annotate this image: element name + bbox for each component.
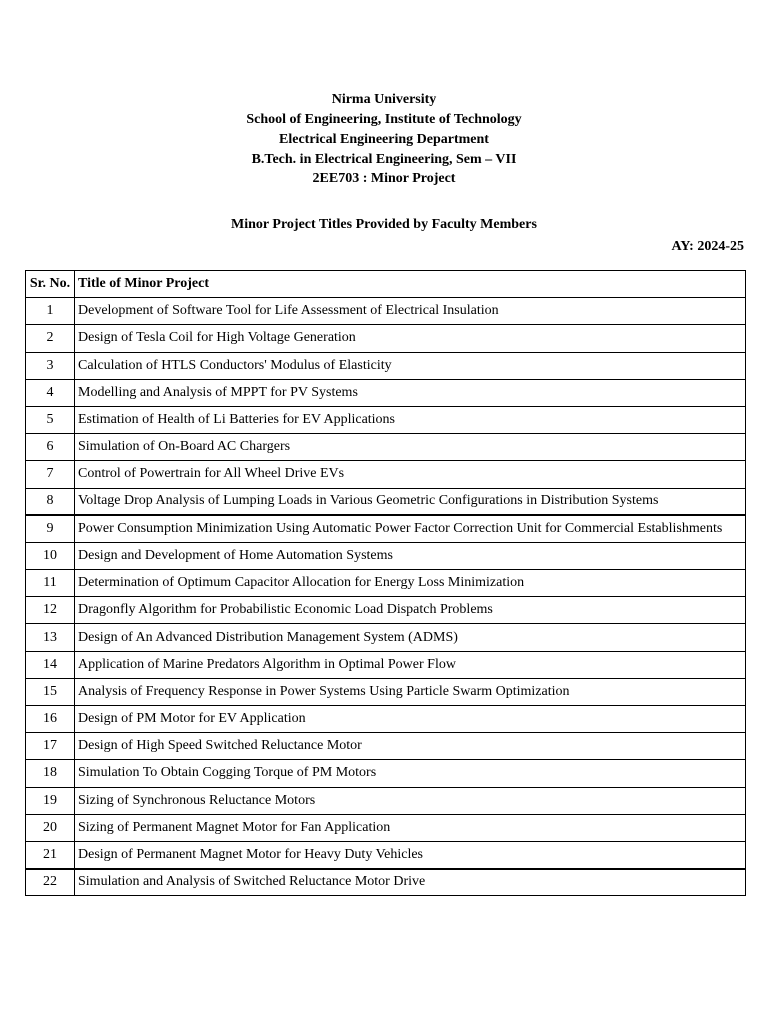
project-title-cell: Development of Software Tool for Life Assessment of Electrical Insulation: [75, 298, 746, 325]
table-row: [26, 706, 746, 733]
table-row: [26, 515, 746, 542]
sr-no-cell: 7: [26, 461, 75, 488]
project-title-cell: Modelling and Analysis of MPPT for PV Systems: [75, 379, 746, 406]
sr-no-cell: 6: [26, 434, 75, 461]
sr-no-cell: 16: [26, 706, 75, 733]
project-title-cell: Control of Powertrain for All Wheel Drive EVs: [75, 461, 746, 488]
sr-no-cell: 4: [26, 379, 75, 406]
table-header-row: [26, 271, 746, 298]
document-subtitle: Minor Project Titles Provided by Faculty Members: [231, 217, 537, 232]
table-row: [26, 814, 746, 841]
sr-no-cell: 5: [26, 406, 75, 433]
column-header-title: Title of Minor Project: [75, 271, 746, 298]
sr-no-cell: 13: [26, 624, 75, 651]
project-title-cell: Simulation To Obtain Cogging Torque of PM Motors: [75, 760, 746, 787]
university-name: Nirma University: [331, 92, 437, 107]
sr-no-cell: 9: [26, 515, 75, 542]
project-title-cell: Analysis of Frequency Response in Power Systems Using Particle Swarm Optimization: [75, 678, 746, 705]
project-title-cell: Design of High Speed Switched Reluctance Motor: [75, 733, 746, 760]
project-title-cell: Simulation and Analysis of Switched Reluctance Motor Drive: [75, 869, 746, 896]
course-code: 2EE703 : Minor Project: [312, 171, 456, 186]
project-title-cell: Power Consumption Minimization Using Automatic Power Factor Correction Unit for Commercial Establishments: [75, 515, 746, 542]
table-row: [26, 841, 746, 868]
project-title-cell: Design of Permanent Magnet Motor for Heavy Duty Vehicles: [75, 841, 746, 868]
project-title-cell: Design of An Advanced Distribution Management System (ADMS): [75, 624, 746, 651]
table-row: [26, 624, 746, 651]
table-row: [26, 325, 746, 352]
project-title-cell: Design and Development of Home Automation Systems: [75, 542, 746, 569]
table-row: [26, 434, 746, 461]
project-title-cell: Design of Tesla Coil for High Voltage Generation: [75, 325, 746, 352]
table-row: [26, 298, 746, 325]
program-name: B.Tech. in Electrical Engineering, Sem – VII: [251, 152, 517, 167]
table-row: [26, 542, 746, 569]
table-row: [26, 869, 746, 896]
sr-no-cell: 21: [26, 841, 75, 868]
sr-no-cell: 10: [26, 542, 75, 569]
table-row: [26, 570, 746, 597]
sr-no-cell: 8: [26, 488, 75, 515]
sr-no-cell: 2: [26, 325, 75, 352]
table-row: [26, 787, 746, 814]
school-name: School of Engineering, Institute of Technology: [246, 112, 522, 127]
sr-no-cell: 3: [26, 352, 75, 379]
project-title-cell: Dragonfly Algorithm for Probabilistic Economic Load Dispatch Problems: [75, 597, 746, 624]
project-title-cell: Determination of Optimum Capacitor Allocation for Energy Loss Minimization: [75, 570, 746, 597]
sr-no-cell: 14: [26, 651, 75, 678]
table-row: [26, 379, 746, 406]
academic-year: AY: 2024-25: [671, 239, 744, 254]
table-body: [26, 298, 746, 896]
project-title-cell: Design of PM Motor for EV Application: [75, 706, 746, 733]
project-title-cell: Sizing of Permanent Magnet Motor for Fan Application: [75, 814, 746, 841]
project-title-cell: Sizing of Synchronous Reluctance Motors: [75, 787, 746, 814]
project-title-cell: Estimation of Health of Li Batteries for EV Applications: [75, 406, 746, 433]
sr-no-cell: 15: [26, 678, 75, 705]
table-row: [26, 488, 746, 515]
sr-no-cell: 1: [26, 298, 75, 325]
sr-no-cell: 17: [26, 733, 75, 760]
project-title-cell: Calculation of HTLS Conductors' Modulus of Elasticity: [75, 352, 746, 379]
table-row: [26, 733, 746, 760]
table-row: [26, 651, 746, 678]
table-row: [26, 352, 746, 379]
project-title-cell: Application of Marine Predators Algorithm in Optimal Power Flow: [75, 651, 746, 678]
column-header-sr-no: Sr. No.: [26, 271, 75, 298]
table-row: [26, 461, 746, 488]
sr-no-cell: 22: [26, 869, 75, 896]
project-title-cell: Simulation of On-Board AC Chargers: [75, 434, 746, 461]
project-title-cell: Voltage Drop Analysis of Lumping Loads in Various Geometric Configurations in Distribution Systems: [75, 488, 746, 515]
sr-no-cell: 20: [26, 814, 75, 841]
table-row: [26, 597, 746, 624]
project-titles-table: [25, 270, 746, 896]
sr-no-cell: 18: [26, 760, 75, 787]
sr-no-cell: 12: [26, 597, 75, 624]
department-name: Electrical Engineering Department: [279, 132, 489, 147]
sr-no-cell: 19: [26, 787, 75, 814]
table-row: [26, 678, 746, 705]
sr-no-cell: 11: [26, 570, 75, 597]
table-row: [26, 760, 746, 787]
document-header: [0, 90, 768, 187]
table-row: [26, 406, 746, 433]
